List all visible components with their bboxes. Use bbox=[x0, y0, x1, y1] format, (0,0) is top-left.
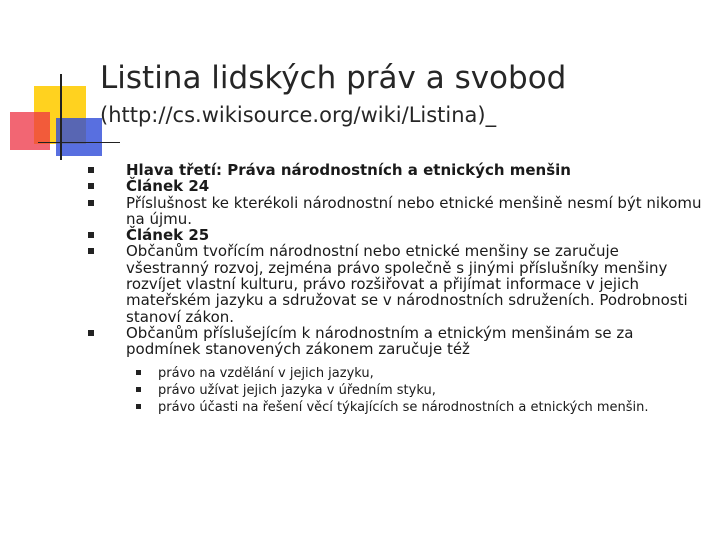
bullet-text: Příslušnost ke kterékoli národnostní nebo etnické menšině nesmí být nikomu na újmu. bbox=[126, 193, 702, 228]
bullet-list bbox=[86, 162, 702, 358]
bullet-square-icon bbox=[88, 248, 94, 254]
bullet-text: Občanům tvořícím národnostní nebo etnické menšiny se zaručuje všestranný rozvoj, zejména právo společně s jinými příslušníky menšiny rozvíjet vlastní kulturu, právo rozšiřovat a přijímat informace v jejich mateřském jazyku a sdružovat se v národnostních sdruženích. Podrobnosti stanoví zákon. bbox=[126, 242, 688, 326]
bullet-item bbox=[86, 325, 702, 358]
bullet-item bbox=[86, 227, 702, 243]
bullet-square-icon bbox=[136, 370, 141, 375]
bullet-item bbox=[86, 243, 702, 324]
bullet-square-icon bbox=[88, 183, 94, 189]
sub-bullet-text: právo účasti na řešení věcí týkajících se národnostních a etnických menšin. bbox=[158, 399, 649, 415]
title-text: Listina lidských práv a svobod bbox=[100, 60, 567, 96]
bullet-text: Hlava třetí: Práva národnostních a etnických menšin bbox=[126, 161, 571, 179]
sub-bullet-item bbox=[86, 399, 702, 416]
sub-bullet-list bbox=[86, 365, 702, 416]
bullet-text: Článek 24 bbox=[126, 177, 210, 196]
bullet-text: Občanům příslušejícím k národnostním a etnickým menšinám se za podmínek stanovených zákonem zaručuje též bbox=[126, 323, 634, 359]
red-square bbox=[10, 112, 50, 150]
slide-title bbox=[100, 58, 700, 132]
blue-square bbox=[56, 118, 102, 156]
bullet-item bbox=[86, 195, 702, 228]
bullet-square-icon bbox=[88, 330, 94, 336]
bullet-square-icon bbox=[88, 232, 94, 238]
bullet-square-icon bbox=[88, 200, 94, 206]
bullet-item bbox=[86, 178, 702, 194]
sub-bullet-item bbox=[86, 365, 702, 382]
bullet-square-icon bbox=[136, 387, 141, 392]
title-url: (http://cs.wikisource.org/wiki/Listina)_ bbox=[100, 103, 497, 127]
bullet-item bbox=[86, 162, 702, 178]
sub-bullet-text: právo užívat jejich jazyka v úředním styku, bbox=[158, 382, 436, 398]
sub-bullet-text: právo na vzdělání v jejich jazyku, bbox=[158, 365, 374, 381]
bullet-text: Článek 25 bbox=[126, 226, 210, 245]
vertical-line bbox=[60, 74, 62, 160]
bullet-square-icon bbox=[88, 167, 94, 173]
bullet-square-icon bbox=[136, 404, 141, 409]
sub-bullet-item bbox=[86, 382, 702, 399]
horizontal-line bbox=[38, 142, 120, 143]
slide-content bbox=[86, 162, 702, 416]
